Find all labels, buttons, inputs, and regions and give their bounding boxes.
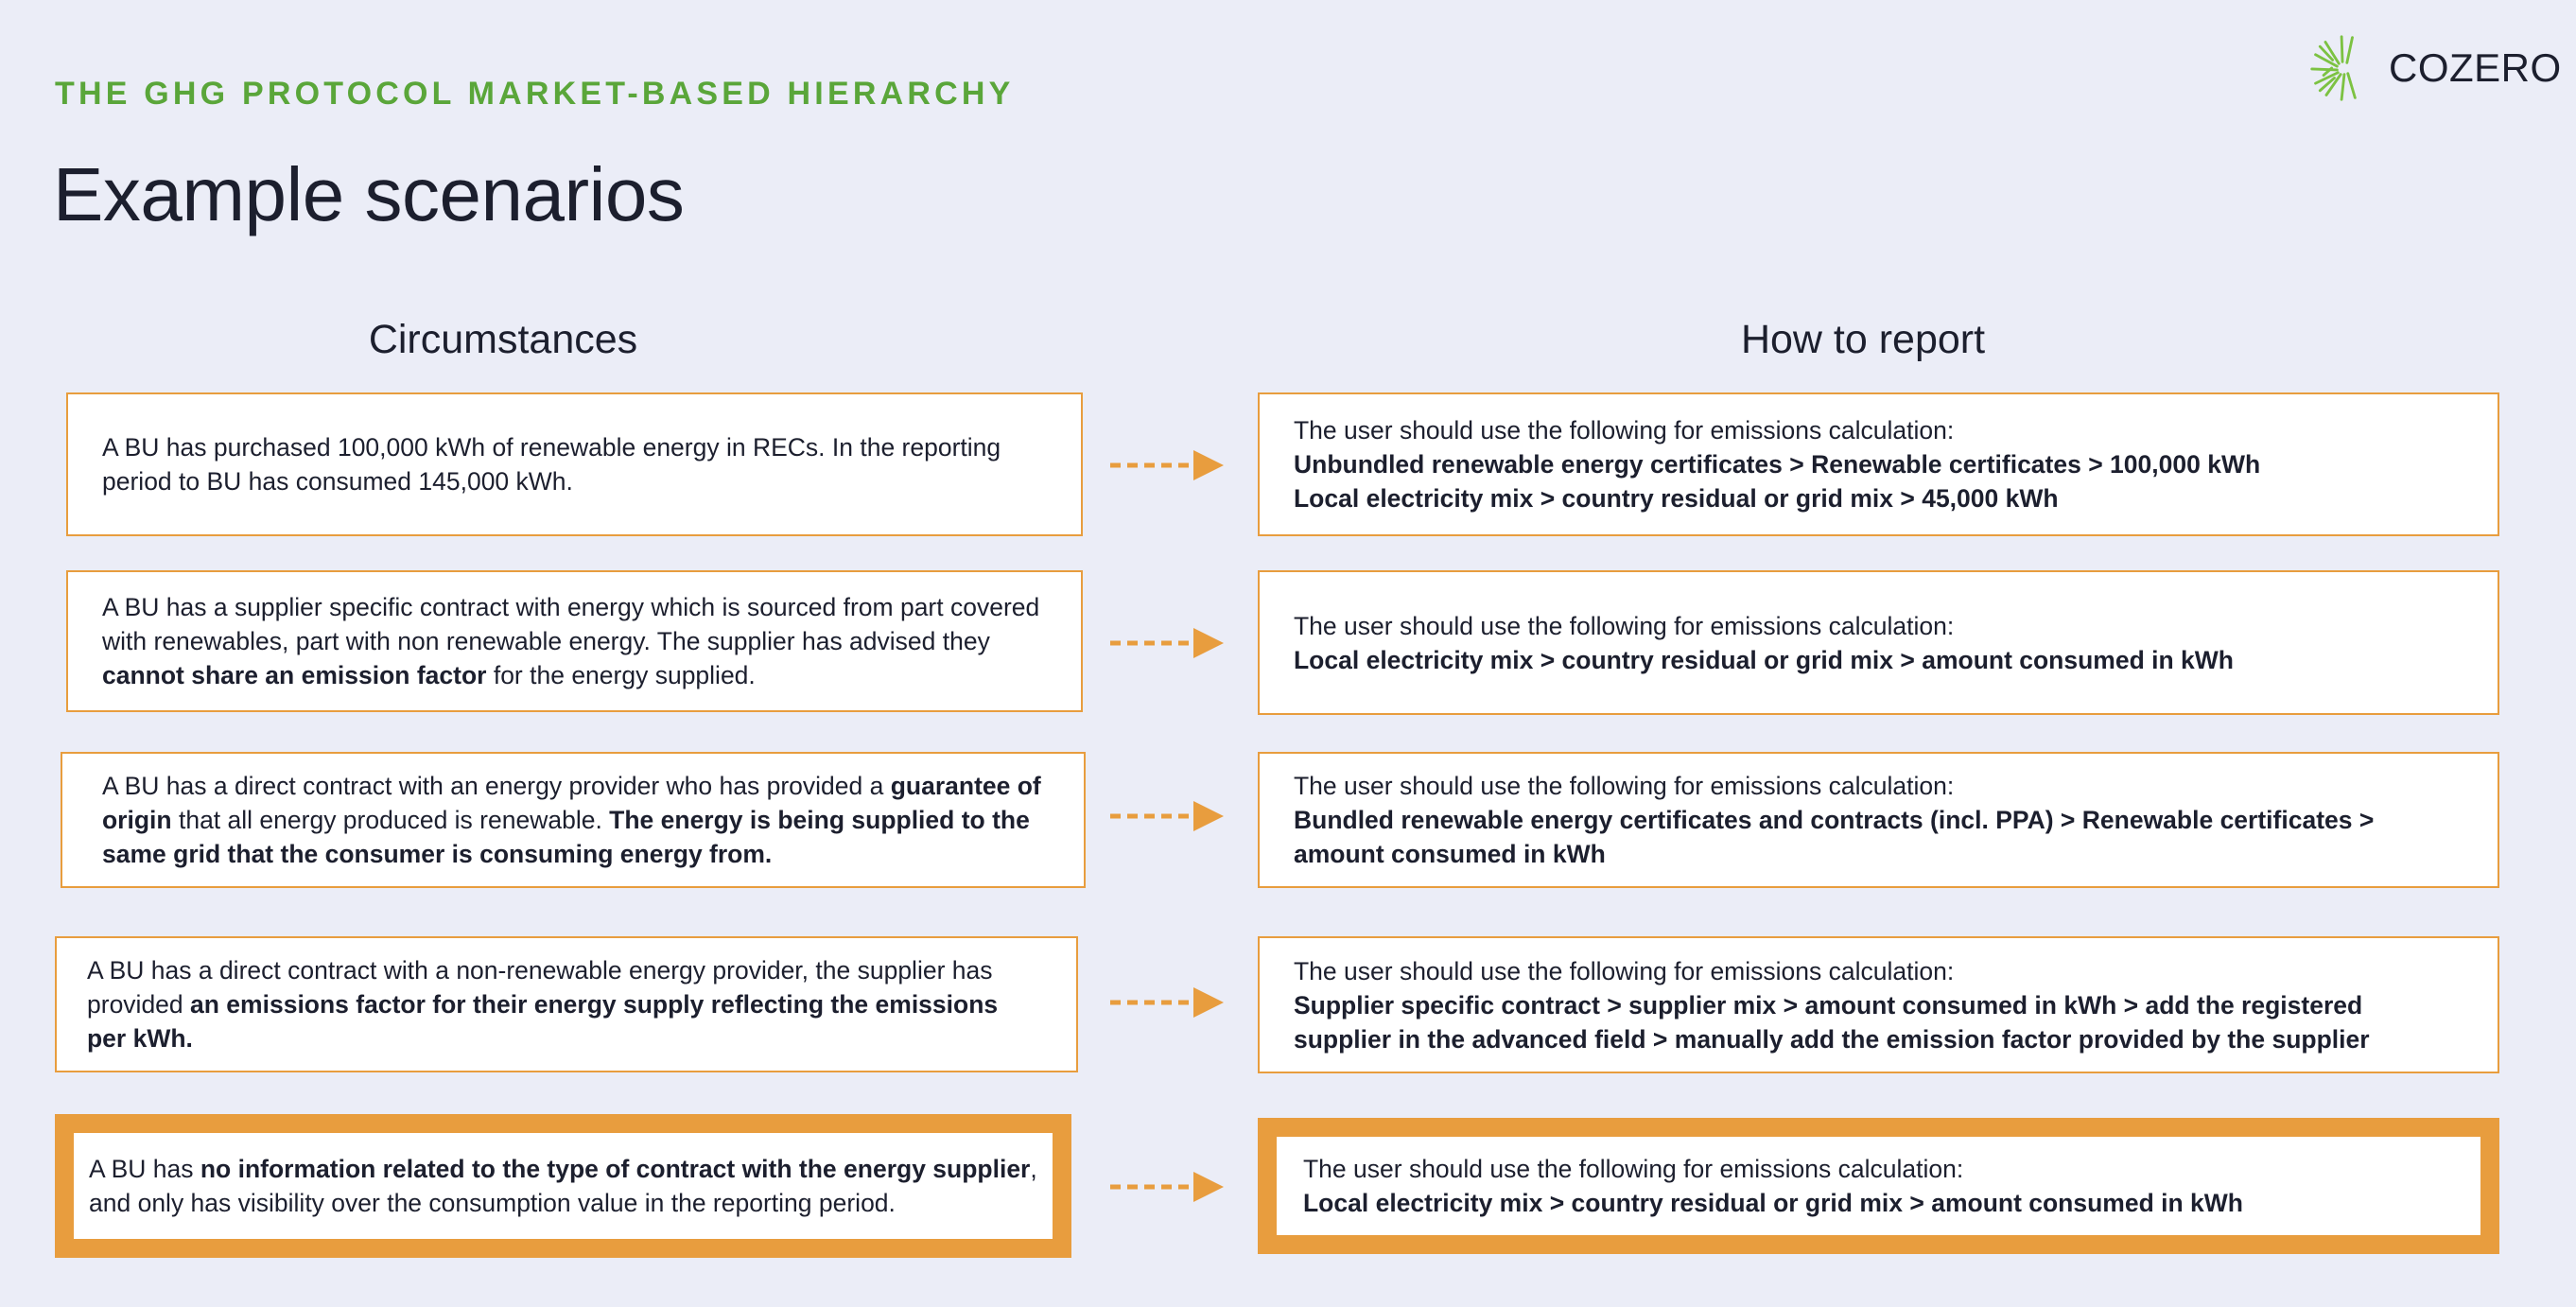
circumstance-text-part: A BU has xyxy=(89,1155,200,1183)
circumstance-emphasis: The energy is being supplied to the same grid that the consumer is consuming energy from. xyxy=(102,806,1030,868)
circumstance-emphasis: an emissions factor for their energy supply reflecting the emissions per kWh. xyxy=(87,990,999,1053)
column-header-circumstances: Circumstances xyxy=(368,317,638,362)
report-box xyxy=(1258,752,2499,888)
cozero-burst-icon xyxy=(2307,32,2379,104)
circumstance-emphasis: cannot share an emission factor xyxy=(102,661,487,689)
circumstance-box xyxy=(61,752,1086,888)
report-box xyxy=(1258,936,2499,1073)
report-box xyxy=(1258,392,2499,536)
circumstance-emphasis: guarantee of origin xyxy=(102,772,1041,834)
circumstance-box xyxy=(66,392,1083,536)
report-text xyxy=(1260,609,2268,677)
circumstance-text-part: A BU has purchased 100,000 kWh of renewable energy in RECs. In the reporting period to BU has consumed 145,000 kWh. xyxy=(102,433,1001,496)
circumstance-text xyxy=(68,590,1081,692)
circumstance-text xyxy=(74,1152,1053,1220)
circumstance-text-part: A BU has a supplier specific contract with energy which is sourced from part covered with renewables, part with non renewable energy. The supplier has advised they xyxy=(102,593,1040,655)
report-path: Supplier specific contract > supplier mix > amount consumed in kWh > add the registered supplier in the advanced field > manually add the emission factor provided by the supplier xyxy=(1294,990,2370,1054)
report-path: Local electricity mix > country residual or grid mix > amount consumed in kWh xyxy=(1303,1189,2243,1217)
circumstance-box xyxy=(66,570,1083,712)
report-intro: The user should use the following for emissions calculation: xyxy=(1294,956,1955,985)
arrow-right-icon xyxy=(1106,799,1226,833)
report-intro: The user should use the following for emissions calculation: xyxy=(1294,772,1955,800)
circumstance-text-part: that all energy produced is renewable. xyxy=(171,806,610,834)
report-intro: The user should use the following for emissions calculation: xyxy=(1294,611,1955,640)
circumstance-text xyxy=(57,953,1076,1055)
report-box-highlighted xyxy=(1258,1118,2499,1254)
section-eyebrow: THE GHG PROTOCOL MARKET-BASED HIERARCHY xyxy=(55,76,1015,112)
circumstance-text xyxy=(68,430,1081,498)
arrow-right-icon xyxy=(1106,985,1226,1019)
arrow-right-icon xyxy=(1106,1170,1226,1204)
report-text xyxy=(1260,954,2498,1056)
circumstance-box xyxy=(55,936,1078,1072)
report-intro: The user should use the following for emissions calculation: xyxy=(1303,1155,1964,1183)
report-path: Unbundled renewable energy certificates > Renewable certificates > 100,000 kWh xyxy=(1294,450,2261,479)
report-text xyxy=(1260,413,2294,515)
circumstance-text-part: for the energy supplied. xyxy=(486,661,756,689)
report-box xyxy=(1258,570,2499,715)
report-path: Local electricity mix > country residual or grid mix > amount consumed in kWh xyxy=(1294,645,2234,674)
arrow-right-icon xyxy=(1106,448,1226,482)
circumstance-text-part: , and only has visibility over the consumption value in the reporting period. xyxy=(89,1155,1037,1217)
circumstance-emphasis: no information related to the type of contract with the energy supplier xyxy=(200,1155,1031,1183)
report-intro: The user should use the following for emissions calculation: xyxy=(1294,416,1955,444)
circumstance-text-part: A BU has a direct contract with a non-renewable energy provider, the supplier has provided xyxy=(87,956,993,1019)
report-text xyxy=(1260,769,2498,871)
circumstance-text-part: A BU has a direct contract with an energy provider who has provided a xyxy=(102,772,891,800)
circumstance-text xyxy=(62,769,1084,871)
column-header-how-to-report: How to report xyxy=(1740,317,1986,362)
logo-wordmark: COZERO xyxy=(2389,45,2562,90)
page-title: Example scenarios xyxy=(53,152,685,236)
report-path: Bundled renewable energy certificates and contracts (incl. PPA) > Renewable certificates > amount consumed in kWh xyxy=(1294,806,2375,868)
report-text xyxy=(1277,1152,2258,1220)
brand-logo xyxy=(2307,32,2562,104)
arrow-right-icon xyxy=(1106,626,1226,660)
report-path: Local electricity mix > country residual or grid mix > 45,000 kWh xyxy=(1294,484,2059,513)
circumstance-box-highlighted xyxy=(55,1114,1071,1258)
